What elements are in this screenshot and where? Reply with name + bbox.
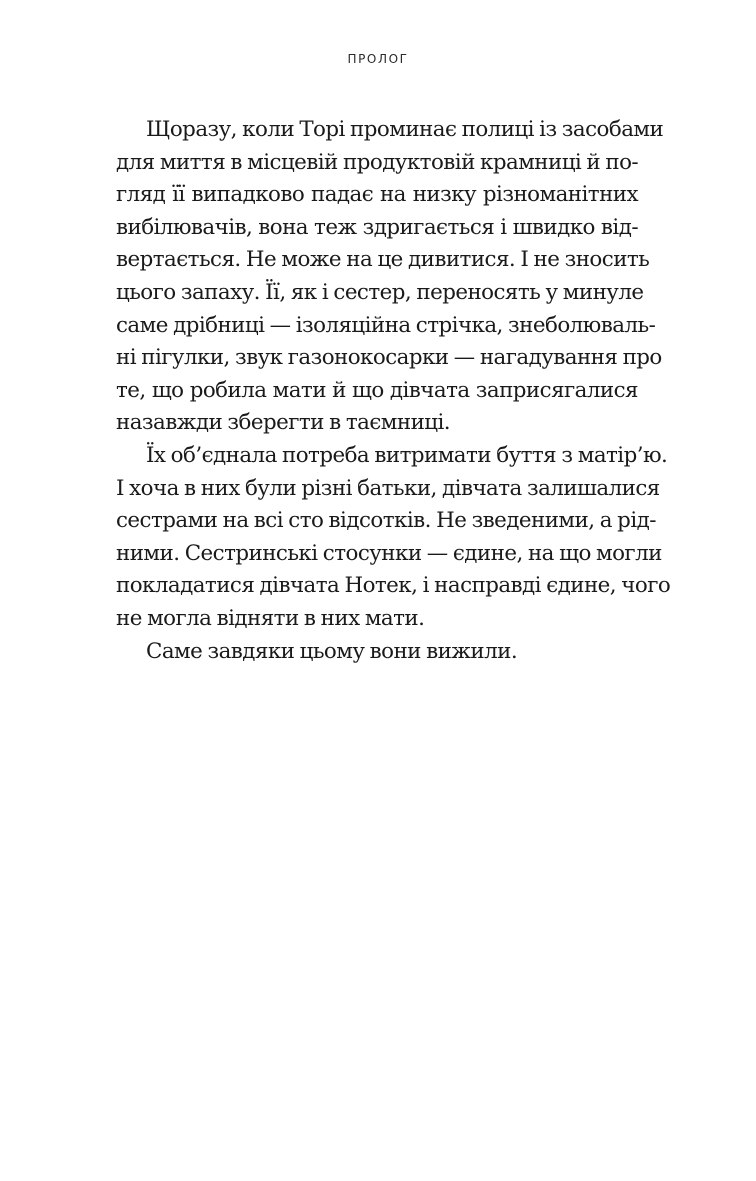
paragraph-3	[116, 636, 638, 669]
text-line: Їх об’єднала потреба витримати буття з матір’ю.	[146, 442, 668, 468]
text-line: ними. Сестринські стосунки — єдине, на що могли	[116, 540, 662, 566]
running-head: ПРОЛОГ	[347, 52, 409, 66]
body-text	[116, 114, 671, 668]
text-line: ні пігулки, звук газонокосарки — нагадування про	[116, 345, 662, 371]
text-line: не могла відняти в них мати.	[116, 605, 425, 631]
text-line: вертається. Не може на це дивитися. І не зносить	[116, 247, 650, 273]
text-line: для миття в місцевій продуктовій крамниці й по-	[116, 149, 639, 175]
text-line: вибілювачів, вона теж здригається і швидко від-	[116, 214, 638, 240]
text-line: цього запаху. Її, як і сестер, переносять у минуле	[116, 279, 644, 305]
paragraph-1	[116, 114, 664, 440]
text-line: покладатися дівчата Нотек, і насправді єдине, чого	[116, 573, 671, 599]
text-line: І хоча в них були різні батьки, дівчата залишалися	[116, 475, 660, 501]
text-line: гляд її випадково падає на низку різноманітних	[116, 182, 638, 208]
text-line: Саме завдяки цьому вони вижили.	[146, 638, 518, 664]
text-line: те, що робила мати й що дівчата заприсягалися	[116, 377, 638, 403]
paragraph-2	[116, 440, 671, 636]
text-line: сестрами на всі сто відсотків. Не зведеними, а рід-	[116, 508, 656, 534]
text-line: назавжди зберегти в таємниці.	[116, 410, 451, 436]
text-line: саме дрібниці — ізоляційна стрічка, знеболюваль-	[116, 312, 656, 338]
text-line: Щоразу, коли Торі проминає полиці із засобами	[146, 117, 664, 142]
